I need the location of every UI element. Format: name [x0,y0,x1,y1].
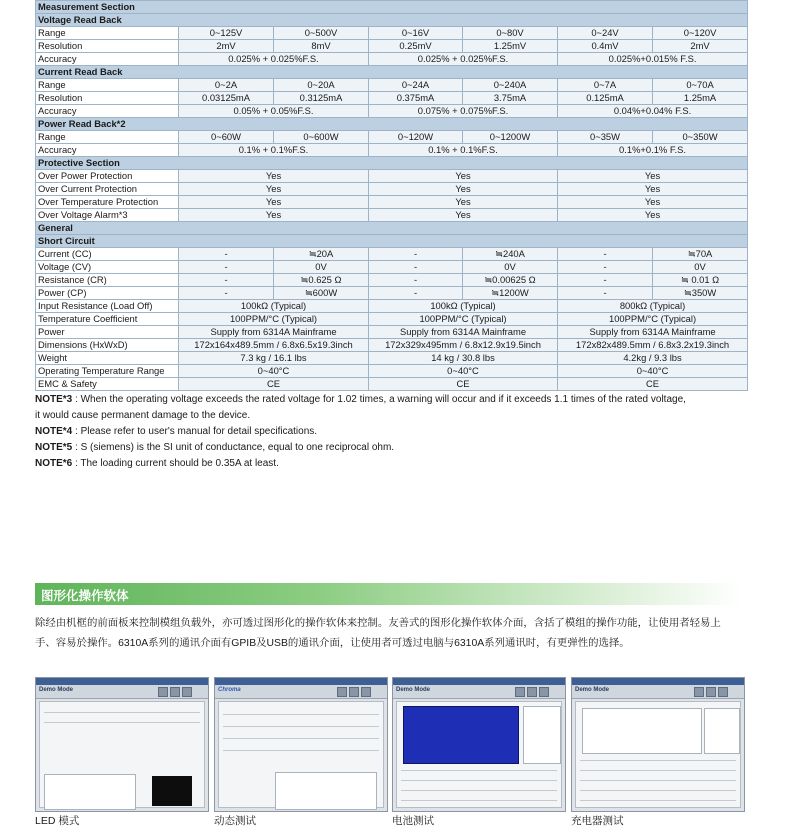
cell: ≒20A [274,248,369,261]
cell: 0~125V [179,27,274,40]
cell: 2mV [179,40,274,53]
cell: CE [558,378,748,391]
cell: 0~1200W [463,131,558,144]
cell: 0~24A [369,79,463,92]
form-row [401,780,557,781]
cell: 0.05% + 0.05%F.S. [179,105,369,118]
window-body [575,701,741,808]
table-row [36,300,748,313]
cell: - [369,287,463,300]
battery-chart [403,706,519,764]
scope-display [152,776,192,806]
cell: - [558,261,653,274]
cell: 0~350W [653,131,748,144]
cell: 0~240A [463,79,558,92]
cell: Yes [179,196,369,209]
table-row [36,287,748,300]
note-line [35,456,735,472]
note-text: it would cause permanent damage to the device. [35,410,251,421]
cell: 0~20A [274,79,369,92]
note-tag: NOTE*3 [35,394,73,405]
table-row [36,378,748,391]
toolbar-icon [337,687,347,697]
cell: 0~2A [179,79,274,92]
row-label: Input Resistance (Load Off) [36,300,179,313]
screenshot-captions [35,813,747,829]
screenshot-gallery [35,677,747,817]
software-title: 图形化操作软体 [41,589,129,603]
section-row [36,1,748,14]
form-row [401,800,557,801]
window-header-title: Demo Mode [396,687,431,693]
window-body [218,701,384,808]
cell: 0V [653,261,748,274]
cell: 0~35W [558,131,653,144]
cell: - [558,248,653,261]
cell: Yes [369,183,558,196]
cell: 0~120W [369,131,463,144]
window-titlebar [36,678,208,685]
row-label: Weight [36,352,179,365]
toolbar-icon [170,687,180,697]
row-label: Power (CP) [36,287,179,300]
table-row [36,144,748,157]
note-text: : Please refer to user's manual for detail specifications. [72,426,318,437]
row-label: Power [36,326,179,339]
cell: - [369,261,463,274]
form-row [580,790,736,791]
cell: 0.4mV [558,40,653,53]
form-row [223,750,379,751]
cell: ≒240A [463,248,558,261]
cell: - [179,261,274,274]
note-text: : When the operating voltage exceeds the rated voltage for 1.02 times, a warning will occur and if it exceeds 1.1 times of the rated voltage, [72,394,686,405]
chart-panel [44,774,136,810]
note-text: : S (siemens) is the SI unit of conductance, equal to one reciprocal ohm. [72,442,395,453]
cell: - [369,248,463,261]
cell: 3.75mA [463,92,558,105]
cell: 0~40°C [558,365,748,378]
cell: ≒70A [653,248,748,261]
cell: CE [179,378,369,391]
cell: 0.125mA [558,92,653,105]
row-label: Voltage (CV) [36,261,179,274]
note-line [35,408,735,424]
form-row [223,726,379,727]
cell: Yes [558,170,748,183]
cell: 0~500V [274,27,369,40]
cell: 8mV [274,40,369,53]
row-label: Temperature Coefficient [36,313,179,326]
cell: 0.075% + 0.075%F.S. [369,105,558,118]
section-title: Measurement Section [36,1,748,14]
row-label: Dimensions (HxWxD) [36,339,179,352]
cell: 100PPM/°C (Typical) [558,313,748,326]
cell: 800kΩ (Typical) [558,300,748,313]
section-row [36,222,748,235]
row-label: Current (CC) [36,248,179,261]
section-title: General [36,222,748,235]
cell: 100kΩ (Typical) [369,300,558,313]
cell: - [558,274,653,287]
row-label: Range [36,131,179,144]
cell: 0.03125mA [179,92,274,105]
cell: 0.1% + 0.1%F.S. [179,144,369,157]
cell: 1.25mA [653,92,748,105]
cell: Yes [558,209,748,222]
cell: 172x329x495mm / 6.8x12.9x19.5inch [369,339,558,352]
form-row [401,770,557,771]
row-label: Range [36,27,179,40]
section-row [36,157,748,170]
cell: 4.2kg / 9.3 lbs [558,352,748,365]
cell: 172x82x489.5mm / 6.8x3.2x19.3inch [558,339,748,352]
cell: 100PPM/°C (Typical) [179,313,369,326]
cell: 2mV [653,40,748,53]
toolbar-icon [527,687,537,697]
window-titlebar [572,678,744,685]
cell: ≒1200W [463,287,558,300]
table-row [36,183,748,196]
software-banner [35,583,743,605]
section-title: Power Read Back*2 [36,118,748,131]
window-body [396,701,562,808]
table-row [36,313,748,326]
cell: - [179,248,274,261]
cell: 0.1% + 0.1%F.S. [369,144,558,157]
form-row [580,760,736,761]
toolbar-icon [706,687,716,697]
cell: - [558,287,653,300]
table-row [36,27,748,40]
toolbar-icon [515,687,525,697]
spec-table [35,0,748,391]
cell: 0V [463,261,558,274]
cell: Supply from 6314A Mainframe [369,326,558,339]
section-title: Short Circuit [36,235,748,248]
table-row [36,40,748,53]
cell: Supply from 6314A Mainframe [179,326,369,339]
table-row [36,365,748,378]
cell: 0.25mV [369,40,463,53]
row-label: Resolution [36,40,179,53]
row-label: Over Current Protection [36,183,179,196]
note-line [35,440,735,456]
form-row [580,800,736,801]
window-header-title: Demo Mode [39,687,74,693]
form-row [401,790,557,791]
section-row [36,118,748,131]
settings-panel [523,706,561,764]
cell: Yes [369,170,558,183]
cell: 0~70A [653,79,748,92]
cell: 0~60W [179,131,274,144]
table-row [36,105,748,118]
cell: 100PPM/°C (Typical) [369,313,558,326]
window-body [39,701,205,808]
cell: Supply from 6314A Mainframe [558,326,748,339]
cell: 0.025% + 0.025%F.S. [179,53,369,66]
cell: 1.25mV [463,40,558,53]
table-row [36,274,748,287]
cell: 0~40°C [369,365,558,378]
toolbar-icon [158,687,168,697]
toolbar-icon [694,687,704,697]
section-row [36,235,748,248]
toolbar-icon [361,687,371,697]
row-label: EMC & Safety [36,378,179,391]
notes-block [35,392,735,472]
cell: 0.3125mA [274,92,369,105]
form-row [223,738,379,739]
cell: ≒ 0.01 Ω [653,274,748,287]
note-text: : The loading current should be 0.35A at least. [72,458,279,469]
cell: - [369,274,463,287]
section-title: Voltage Read Back [36,14,748,27]
cell: Yes [558,183,748,196]
desc-line: 手、容易於操作。6310A系列的通讯介面有GPIB及USB的通讯介面，让使用者可透过电脑与6310A系列通讯时，有更弹性的选择。 [35,638,630,649]
form-row [580,780,736,781]
cell: 100kΩ (Typical) [179,300,369,313]
cell: Yes [179,209,369,222]
form-row [580,770,736,771]
row-label: Over Power Protection [36,170,179,183]
note-tag: NOTE*5 [35,442,73,453]
cell: - [179,274,274,287]
cell: Yes [179,170,369,183]
table-row [36,131,748,144]
cell: 7.3 kg / 16.1 lbs [179,352,369,365]
window-header [572,685,744,699]
settings-panel [704,708,740,754]
cell: 14 kg / 30.8 lbs [369,352,558,365]
chart-panel [275,772,377,810]
desc-line: 除经由机框的前面板来控制模组负载外，亦可透过图形化的操作软体来控制。友善式的图形化操作软体介面，含括了模组的操作功能，让使用者轻易上 [35,618,721,629]
note-tag: NOTE*4 [35,426,73,437]
cell: ≒600W [274,287,369,300]
table-row [36,248,748,261]
row-label: Accuracy [36,144,179,157]
table-row [36,339,748,352]
table-row [36,326,748,339]
cell: 0~40°C [179,365,369,378]
row-label: Range [36,79,179,92]
cell: 0~600W [274,131,369,144]
cell: ≒0.625 Ω [274,274,369,287]
note-tag: NOTE*6 [35,458,73,469]
table-row [36,170,748,183]
cell: 0.1%+0.1% F.S. [558,144,748,157]
row-label: Over Temperature Protection [36,196,179,209]
form-row [44,712,200,713]
cell: Yes [558,196,748,209]
row-label: Accuracy [36,105,179,118]
cell: 172x164x489.5mm / 6.8x6.5x19.3inch [179,339,369,352]
caption-led-mode: LED 模式 [35,815,80,827]
cell: Yes [369,209,558,222]
cell: ≒350W [653,287,748,300]
table-row [36,352,748,365]
section-row [36,14,748,27]
window-header [393,685,565,699]
cell: 0.025% + 0.025%F.S. [369,53,558,66]
form-row [44,722,200,723]
cell: 0V [274,261,369,274]
caption-dynamic-test: 动态测试 [214,815,256,827]
window-header-title: Chroma [218,687,241,693]
cell: ≒0.00625 Ω [463,274,558,287]
cell: - [179,287,274,300]
toolbar-icon [718,687,728,697]
cell: 0.025%+0.015% F.S. [558,53,748,66]
table-row [36,53,748,66]
screenshot-led-mode [35,677,209,812]
cell: 0.04%+0.04% F.S. [558,105,748,118]
software-description [35,614,747,654]
window-header-title: Demo Mode [575,687,610,693]
section-title: Current Read Back [36,66,748,79]
cell: 0.375mA [369,92,463,105]
row-label: Resistance (CR) [36,274,179,287]
cell: 0~7A [558,79,653,92]
table-row [36,92,748,105]
cell: 0~80V [463,27,558,40]
window-header [215,685,387,699]
chart-panel [582,708,702,754]
cell: Yes [369,196,558,209]
screenshot-charger-test [571,677,745,812]
row-label: Accuracy [36,53,179,66]
note-line [35,392,735,408]
row-label: Over Voltage Alarm*3 [36,209,179,222]
table-row [36,79,748,92]
toolbar-icon [539,687,549,697]
cell: CE [369,378,558,391]
caption-charger-test: 充电器测试 [571,815,624,827]
cell: 0~24V [558,27,653,40]
table-row [36,261,748,274]
screenshot-dynamic-test [214,677,388,812]
toolbar-icon [349,687,359,697]
form-row [223,714,379,715]
section-title: Protective Section [36,157,748,170]
window-titlebar [215,678,387,685]
row-label: Resolution [36,92,179,105]
caption-battery-test: 电池测试 [392,815,434,827]
note-line [35,424,735,440]
window-titlebar [393,678,565,685]
screenshot-battery-test [392,677,566,812]
table-row [36,209,748,222]
cell: 0~16V [369,27,463,40]
section-row [36,66,748,79]
cell: 0~120V [653,27,748,40]
window-header [36,685,208,699]
toolbar-icon [182,687,192,697]
table-row [36,196,748,209]
row-label: Operating Temperature Range [36,365,179,378]
cell: Yes [179,183,369,196]
